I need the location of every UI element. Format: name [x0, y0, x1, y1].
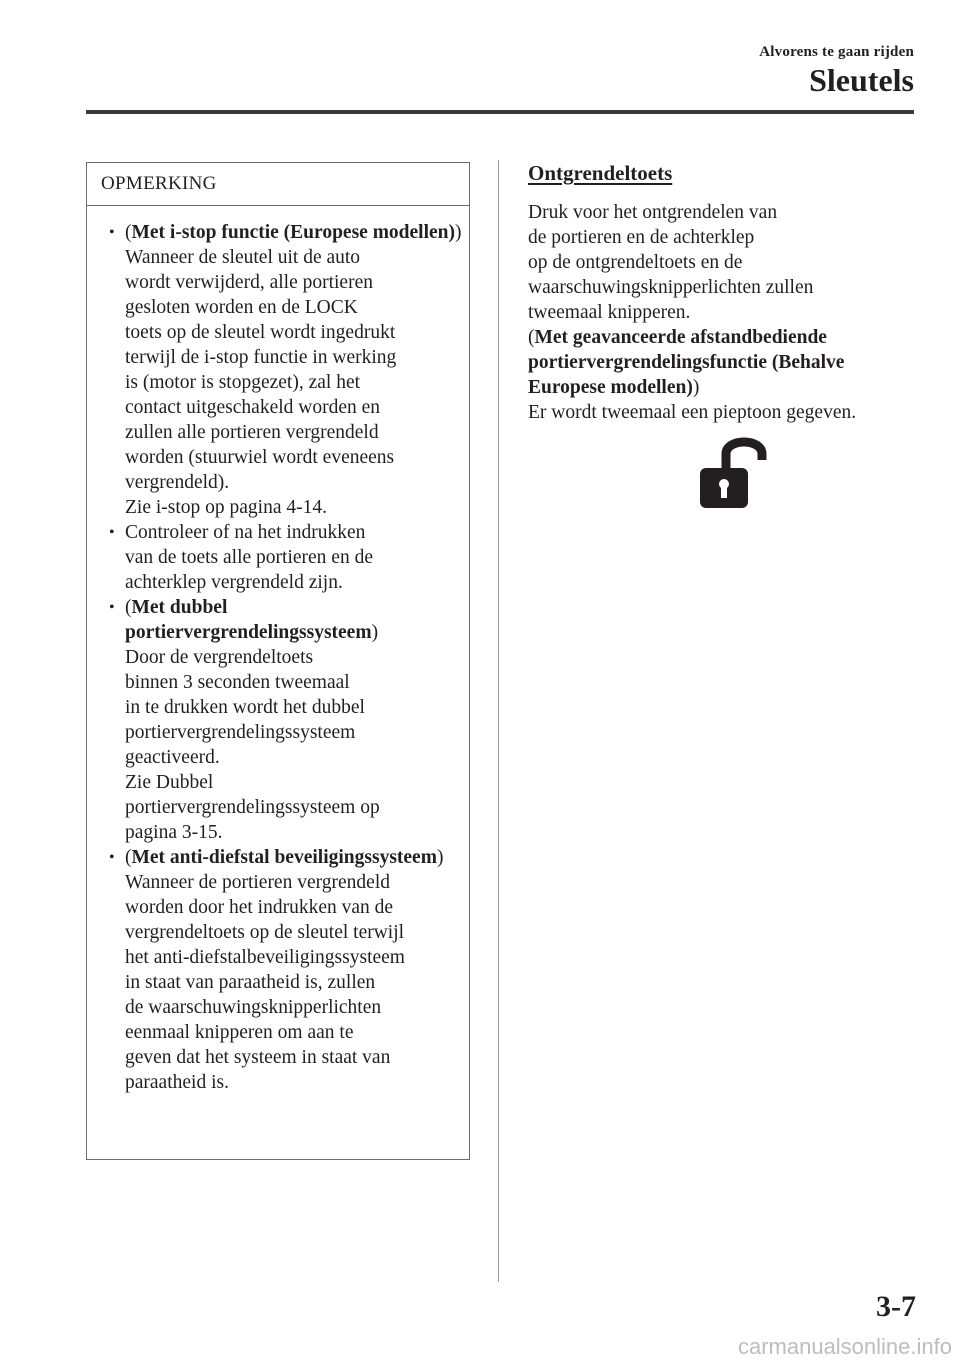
note-item-line: worden door het indrukken van de — [125, 897, 394, 918]
header-kicker: Alvorens te gaan rijden — [759, 44, 914, 60]
condition-close: ) — [436, 847, 444, 868]
note-item-line: Wanneer de portieren vergrendeld — [125, 872, 390, 893]
note-item-line: achterklep vergrendeld zijn. — [125, 572, 343, 593]
note-item-line: het anti-diefstalbeveiligingssysteem — [125, 947, 405, 968]
note-item — [87, 220, 469, 520]
note-item-line: Wanneer de sleutel uit de auto — [125, 247, 361, 268]
condition-close: ) — [692, 377, 700, 398]
section-paragraph-line: waarschuwingsknipperlichten zullen — [528, 277, 814, 298]
note-item-line: portiervergrendelingssysteem — [125, 722, 356, 743]
watermark: carmanualsonline.info — [737, 1334, 952, 1359]
bullet-icon: • — [109, 224, 115, 241]
note-item-line: Door de vergrendeltoets — [125, 647, 314, 668]
note-item-line: van de toets alle portieren en de — [125, 547, 373, 568]
section-paragraph — [528, 200, 920, 325]
condition-open: ( — [125, 222, 132, 243]
note-item — [87, 595, 469, 845]
note-item-line: binnen 3 seconden tweemaal — [125, 672, 350, 693]
note-item-line: eenmaal knipperen om aan te — [125, 1022, 354, 1043]
note-item-condition — [125, 220, 463, 245]
condition-close: ) — [371, 622, 379, 643]
unlock-keyhole-slot — [721, 484, 727, 498]
note-item — [87, 845, 469, 1095]
unlock-icon-graphic — [696, 432, 776, 514]
note-title: OPMERKING — [87, 163, 469, 206]
note-item-condition — [125, 595, 463, 645]
note-item-line: is (motor is stopgezet), zal het — [125, 372, 361, 393]
note-item-line: pagina 3-15. — [125, 822, 223, 843]
condition-close: ) — [455, 222, 462, 243]
unlock-shackle — [726, 442, 762, 470]
page-title: Sleutels — [809, 62, 914, 98]
note-item-line: Zie Dubbel — [125, 772, 214, 793]
unlock-icon — [696, 432, 776, 521]
header-rule — [86, 110, 914, 114]
section-paragraph-line: tweemaal knipperen. — [528, 302, 691, 323]
condition-bold: Met dubbel portiervergrendelingssysteem — [125, 597, 372, 643]
note-item-line: zullen alle portieren vergrendeld — [125, 422, 379, 443]
condition-label — [528, 325, 920, 400]
column-divider — [498, 160, 499, 1282]
note-item-line: wordt verwijderd, alle portieren — [125, 272, 373, 293]
condition-open: ( — [125, 597, 132, 618]
note-item-condition — [125, 845, 463, 870]
section-paragraph-line: Druk voor het ontgrendelen van — [528, 202, 778, 223]
note-item-line: Controleer of na het indrukken — [125, 522, 366, 543]
note-item — [87, 520, 469, 595]
bullet-icon: • — [109, 849, 115, 866]
note-item-line: Zie i-stop op pagina 4-14. — [125, 497, 327, 518]
note-item-line: contact uitgeschakeld worden en — [125, 397, 381, 418]
condition-text: Er wordt tweemaal een pieptoon gegeven. — [528, 402, 857, 423]
note-item-line: toets op de sleutel wordt ingedrukt — [125, 322, 396, 343]
right-column — [528, 160, 920, 425]
section-paragraph-line: de portieren en de achterklep — [528, 227, 755, 248]
note-item-line: in staat van paraatheid is, zullen — [125, 972, 376, 993]
bullet-icon: • — [109, 599, 115, 616]
condition-bold: Met geavanceerde afstandbediende portiervergrendelingsfunctie (Behalve Europese modellen) — [528, 327, 845, 398]
note-box — [86, 162, 470, 1160]
section-paragraph-line: op de ontgrendeltoets en de — [528, 252, 743, 273]
note-item-line: terwijl de i-stop functie in werking — [125, 347, 397, 368]
note-item-line: paraatheid is. — [125, 1072, 229, 1093]
condition-open: ( — [528, 327, 535, 348]
note-item-line: vergrendeltoets op de sleutel terwijl — [125, 922, 405, 943]
note-item-line: worden (stuurwiel wordt eveneens — [125, 447, 395, 468]
condition-open: ( — [125, 847, 132, 868]
page-number: 3-7 — [876, 1290, 916, 1323]
note-item-line: de waarschuwingsknipperlichten — [125, 997, 382, 1018]
note-item-line: portiervergrendelingssysteem op — [125, 797, 380, 818]
section-heading: Ontgrendeltoets — [528, 161, 673, 185]
note-item-line: in te drukken wordt het dubbel — [125, 697, 365, 718]
condition-bold: Met i-stop functie (Europese modellen) — [131, 222, 456, 243]
note-item-line: vergrendeld). — [125, 472, 230, 493]
note-list — [87, 206, 469, 1095]
note-item-line: gesloten worden en de LOCK — [125, 297, 358, 318]
bullet-icon: • — [109, 524, 115, 541]
note-item-line: geven dat het systeem in staat van — [125, 1047, 391, 1068]
condition-bold: Met anti-diefstal beveiligingssysteem — [131, 847, 437, 868]
note-item-line: geactiveerd. — [125, 747, 220, 768]
